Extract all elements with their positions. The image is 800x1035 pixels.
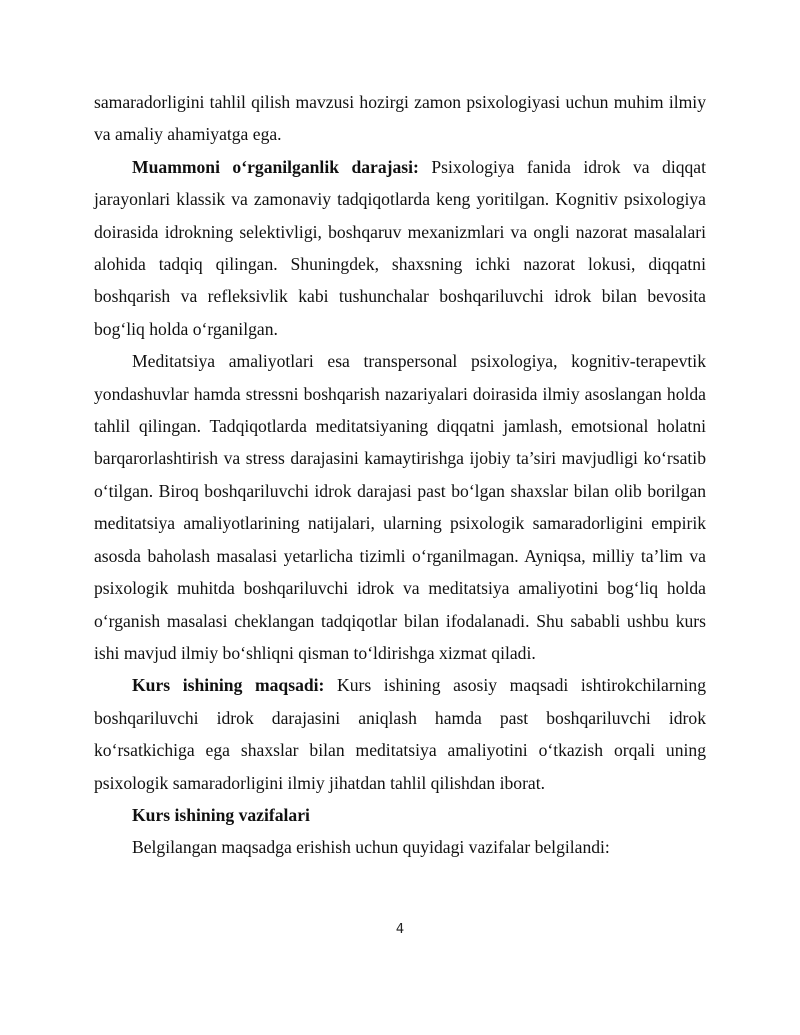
section-heading-study-level: Muammoni o‘rganilganlik darajasi: [132, 156, 419, 177]
paragraph-text: Kurs ishining asosiy maqsadi ishtirokchilarning boshqariluvchi idrok darajasini aniqlash hamda past boshqariluvchi idrok ko‘rsatkichiga ega shaxslar bilan meditatsiya amaliyotini o‘tkazish orqali uning psixologik samaradorligini ilmiy jihatdan tahlil qilishdan iborat. [94, 675, 707, 793]
paragraph-study-level [94, 151, 706, 345]
section-heading-tasks: Kurs ishining vazifalari [132, 804, 310, 825]
paragraph-goal [94, 669, 706, 799]
paragraph-tasks-intro [94, 831, 706, 863]
paragraph-tasks-heading [94, 799, 706, 831]
paragraph-text: samaradorligini tahlil qilish mavzusi hozirgi zamon psixologiyasi uchun muhim ilmiy va amaliy ahamiyatga ega. [94, 92, 706, 145]
paragraph-text: Belgilangan maqsadga erishish uchun quyidagi vazifalar belgilandi: [132, 837, 610, 858]
paragraph-text: Psixologiya fanida idrok va diqqat jarayonlari klassik va zamonaviy tadqiqotlarda keng yoritilgan. Kognitiv psixologiya doirasida idrokning selektivligi, boshqaruv mexanizmlari va ongli nazorat masalalari alohida tadqiq qilingan. Shuningdek, shaxsning ichki nazorat lokusi, diqqatni boshqarish va refleksivlik kabi tushunchalar boshqariluvchi idrok bilan bevosita bog‘liq holda o‘rganilgan. [94, 156, 707, 339]
section-heading-goal: Kurs ishining maqsadi: [132, 675, 325, 696]
paragraph-meditation [94, 345, 706, 669]
document-page [94, 86, 706, 864]
paragraph-continuation [94, 86, 706, 151]
paragraph-text: Meditatsiya amaliyotlari esa transpersonal psixologiya, kognitiv-terapevtik yondashuvlar hamda stressni boshqarish nazariyalari doirasida ilmiy asoslangan holda tahlil qilingan. Tadqiqotlarda meditatsiyaning diqqatni jamlash, emotsional holatni barqarorlashtirish va stress darajasini kamaytirishga ijobiy ta’siri mavjudligi ko‘rsatib o‘tilgan. Biroq boshqariluvchi idrok darajasi past bo‘lgan shaxslar bilan olib borilgan meditatsiya amaliyotlarining natijalari, ularning psixologik samaradorligini empirik asosda baholash masalasi yetarlicha tizimli o‘rganilmagan. Ayniqsa, milliy ta’lim va psixologik muhitda boshqariluvchi idrok va meditatsiya amaliyotini bog‘liq holda o‘rganish masalasi cheklangan tadqiqotlar bilan ifodalanadi. Shu sababli ushbu kurs ishi mavjud ilmiy bo‘shliqni qisman to‘ldirishga xizmat qiladi. [94, 351, 706, 663]
page-number: 4 [395, 922, 405, 937]
